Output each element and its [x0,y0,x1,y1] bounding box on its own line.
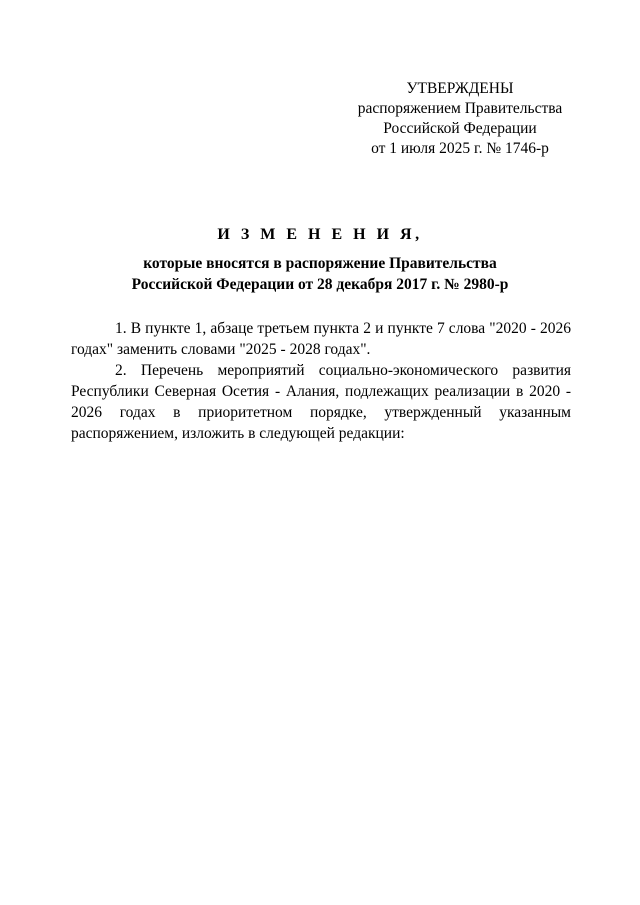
approval-line-1: распоряжением Правительства [357,100,563,117]
subtitle-line-2: Российской Федерации от 28 декабря 2017 г. № 2980-р [131,276,509,293]
paragraph-2: 2. Перечень мероприятий социально-экономического развития Республики Северная Осетия - Алания, подлежащих реализации в 2020 - 2026 годах в приоритетном порядке, утвержденный указанным распоряжением, изложить в следующей редакции: [71,362,571,442]
approval-line-2: Российской Федерации [383,120,537,137]
document-subtitle [0,253,640,295]
document-title: И З М Е Н Е Н И Я, [217,226,423,243]
approval-line-3: от 1 июля 2025 г. № 1746-р [371,140,549,157]
document-body [71,318,571,444]
approval-header: УТВЕРЖДЕНЫ [406,80,514,97]
subtitle-line-1: которые вносятся в распоряжение Правительства [143,255,497,272]
approval-stamp [340,79,580,159]
paragraph-1: 1. В пункте 1, абзаце третьем пункта 2 и пункте 7 слова "2020 - 2026 годах" заменить словами "2025 - 2028 годах". [71,320,571,358]
